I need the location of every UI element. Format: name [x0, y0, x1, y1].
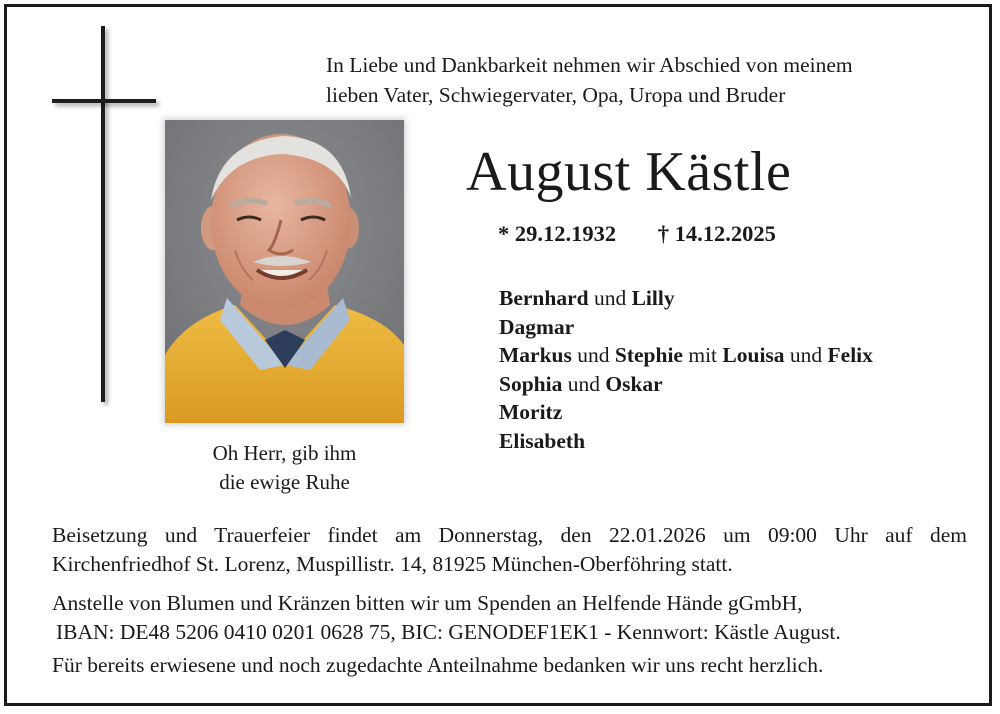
donation-line-1: Anstelle von Blumen und Kränzen bitten wir um Spenden an Helfende Hände gGmbH,	[52, 591, 803, 615]
family-row	[499, 284, 873, 313]
donation-line-2: IBAN: DE48 5206 0410 0201 0628 75, BIC: GENODEF1EK1 - Kennwort: Kästle August.	[56, 620, 841, 644]
family-row	[499, 427, 873, 456]
family-member-name: Dagmar	[499, 314, 575, 339]
family-member-name: Stephie	[614, 343, 683, 368]
portrait-photo	[165, 120, 404, 423]
family-connector: und	[562, 371, 606, 396]
family-row	[499, 398, 873, 427]
family-member-name: Felix	[827, 343, 873, 368]
family-row	[499, 313, 873, 342]
quote	[165, 439, 404, 497]
birth-date: * 29.12.1932	[498, 221, 617, 246]
family-member-name: Sophia	[499, 371, 563, 396]
family-member-name: Moritz	[499, 400, 563, 425]
family-row	[499, 341, 873, 370]
donation-info	[52, 589, 967, 647]
cross-icon	[101, 26, 105, 402]
deceased-name: August Kästle	[466, 141, 792, 203]
family-member-name: Elisabeth	[499, 428, 586, 453]
life-dates	[498, 221, 776, 247]
service-info	[52, 521, 967, 579]
intro-line-1: In Liebe und Dankbarkeit nehmen wir Abschied von meinem	[326, 53, 853, 77]
quote-line-1: Oh Herr, gib ihm	[212, 441, 357, 465]
family-connector: und	[571, 343, 615, 368]
family-row	[499, 370, 873, 399]
family-member-name: Bernhard	[499, 286, 589, 310]
family-member-name: Markus	[499, 343, 572, 368]
family-connector: und	[588, 286, 632, 310]
family-member-name: Oskar	[605, 371, 663, 396]
intro-line-2: lieben Vater, Schwiegervater, Opa, Uropa und Bruder	[326, 83, 786, 107]
service-line-2: Kirchenfriedhof St. Lorenz, Muspillistr. 14, 81925 München-Oberföhring statt.	[52, 552, 733, 576]
cross-icon-bar	[52, 99, 156, 103]
intro-text	[326, 50, 966, 110]
service-line-1: Beisetzung und Trauerfeier findet am Donnerstag, den 22.01.2026 um 09:00 Uhr auf dem	[52, 523, 967, 547]
family-list	[499, 284, 873, 456]
family-member-name: Louisa	[722, 343, 785, 368]
quote-line-2: die ewige Ruhe	[219, 470, 350, 494]
death-date: † 14.12.2025	[657, 221, 776, 246]
family-connector: mit	[682, 343, 723, 368]
family-connector: und	[784, 343, 828, 368]
family-member-name: Lilly	[631, 286, 675, 310]
thanks-text: Für bereits erwiesene und noch zugedachte Anteilnahme bedanken wir uns recht herzlich.	[52, 653, 824, 677]
